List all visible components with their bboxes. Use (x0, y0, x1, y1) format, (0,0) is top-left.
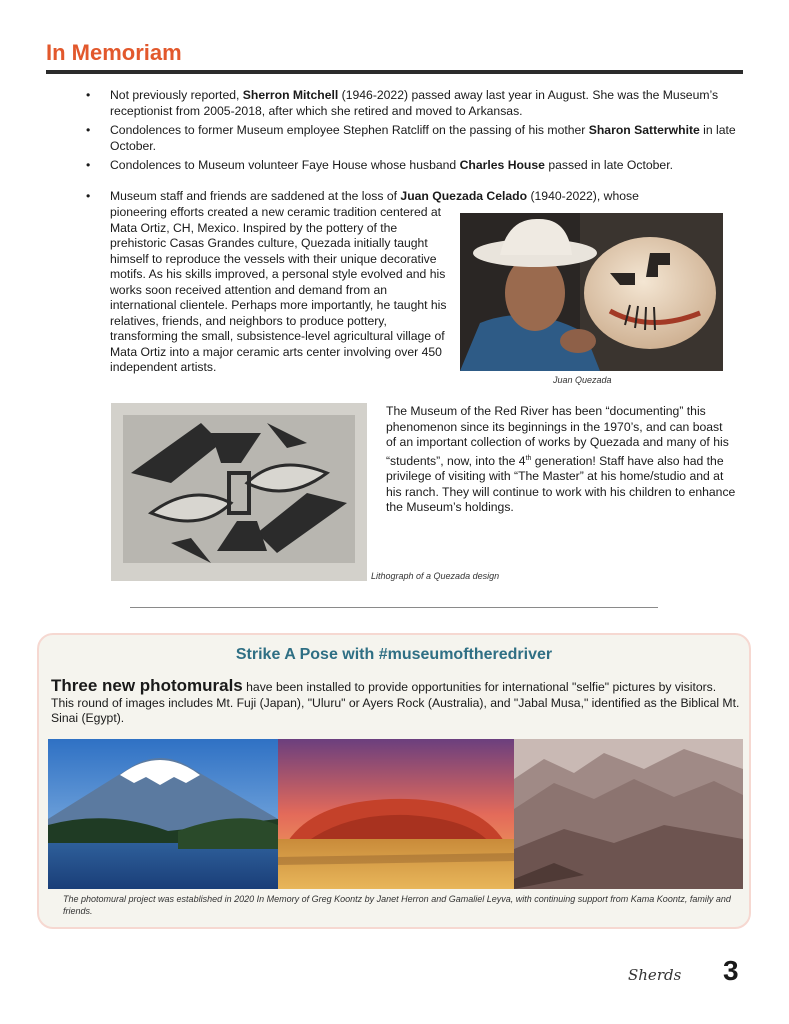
jabal-musa-image (514, 739, 743, 889)
list-item-text: Condolences to Museum volunteer Faye House whose husband (110, 158, 460, 172)
museum-paragraph (386, 404, 736, 516)
person-name: Sherron Mitchell (242, 88, 339, 102)
jabal-musa-art (514, 739, 743, 889)
quezada-photo-image (460, 213, 723, 371)
list-item-text: (1940-2022), whose (527, 188, 639, 203)
quezada-photo (460, 213, 723, 371)
memoriam-list (86, 88, 736, 204)
photomural-body: have been installed to provide opportunities for international "selfie" pictures by visitors. This round of images includes Mt. Fuji (Japan), "Uluru" or Ayers Rock (Australia), and "Jabal Musa," identified as the Biblical Mt. Sinai (Egypt). (51, 680, 740, 725)
publication-name: Sherds (628, 966, 682, 984)
fuji-image (48, 739, 278, 889)
photomural-lead: Three new photomurals (51, 676, 243, 695)
list-item (86, 189, 740, 205)
list-item-text: Museum staff and friends are saddened at the loss of (110, 188, 401, 203)
photomural-text (51, 678, 741, 727)
list-item-text: passed in late October. (544, 158, 673, 172)
list-item-text: (1946-2022) passed away last year in August. She was the Museum’s receptionist from 2005-2018, after which she retired and moved to Arkansas. (110, 88, 719, 118)
quezada-paragraph: pioneering efforts created a new ceramic tradition centered at Mata Ortiz, CH, Mexico. Inspired by the pottery of the prehistoric Casas Grandes culture, Quezada initially taught himself to reproduce the vessels with their unique decorative motifs. As his skills improved, a personal style evolved and his works soon received attention and demand from an international clientele. Perhaps more importantly, he taught his relatives, friends, and neighbors to produce pottery, transforming the small, subsistence-level agricultural village of Mata Ortiz into a major ceramic arts center involving over 450 independent artists. (110, 205, 447, 374)
uluru-image (278, 739, 514, 889)
photomural-caption: The photomural project was established in 2020 In Memory of Greg Koontz by Janet Herron and Gamaliel Leyva, with continuing support from Kama Koontz, family and friends. (63, 894, 731, 916)
list-item-text: Not previously reported, (110, 88, 243, 102)
title-rule (46, 70, 743, 74)
bullet-dot: • (86, 188, 91, 203)
person-name: Charles House (459, 158, 545, 172)
lithograph-image (111, 403, 367, 581)
bullet-dot: • (86, 88, 91, 102)
list-item-text: Condolences to former Museum employee Stephen Ratcliff on the passing of his mother (110, 123, 589, 137)
list-item (86, 88, 736, 119)
list-item-text: in late October. (110, 123, 736, 153)
bullet-dot: • (86, 158, 91, 172)
photomural-title: Strike A Pose with #museumoftheredriver (235, 646, 553, 663)
fuji-art (48, 739, 278, 889)
uluru-art (278, 739, 514, 889)
page-title: In Memoriam (46, 40, 182, 65)
litho-caption: Lithograph of a Quezada design (371, 571, 500, 581)
museum-text-part: The Museum of the Red River has been “documenting” this phenomenon since its beginnings in the 1970’s, and can boast of an important collection of works by Quezada and many of his “students”, now, into the 4 (386, 404, 729, 468)
section-divider (130, 607, 658, 608)
superscript: th (525, 454, 532, 462)
lithograph-art (111, 403, 367, 581)
photo-caption: Juan Quezada (553, 375, 612, 385)
page-number: 3 (723, 955, 739, 986)
person-name: Sharon Satterwhite (588, 123, 700, 137)
list-item (86, 158, 736, 174)
person-name: Juan Quezada Celado (400, 188, 528, 203)
museum-text-part: generation! Staff have also had the privilege of visiting with “The Master” at his home/studio and at his ranch. They will continue to work with his children to enhance the Museum’s holdings. (386, 453, 736, 515)
list-item (86, 123, 736, 154)
bullet-dot: • (86, 123, 91, 137)
